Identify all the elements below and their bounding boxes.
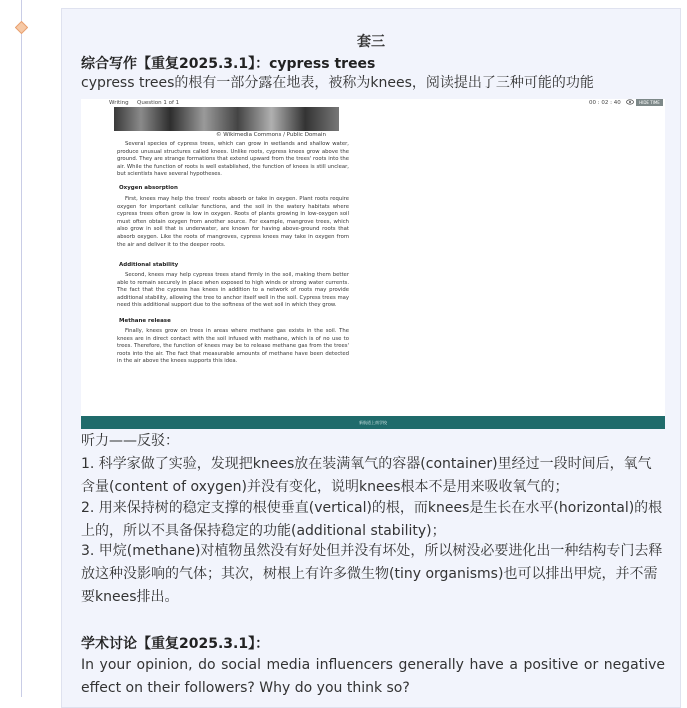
- writing-heading: 综合写作【重复2025.3.1】：cypress trees: [81, 56, 376, 72]
- set-title: 套三: [357, 34, 385, 50]
- listening-point-3: 3. 甲烷(methane)对植物虽然没有好处但并没有坏处，所以树没必要进化出一种结构专门去释放这种没影响的气体；其次，树根上有许多微生物(tiny organisms)也可以排出甲烷，并不需要knees排出。: [81, 543, 663, 605]
- timeline-line: [21, 0, 22, 697]
- embedded-timer: 00 : 02 : 40: [589, 100, 621, 106]
- listening-point-1: 1. 科学家做了实验，发现把knees放在装满氧气的容器(container)里经过一段时间后，氧气含量(content of oxygen)并没有变化，说明knees根本不是用来吸收氧气的；: [81, 456, 652, 495]
- reading-intro: Several species of cypress trees, which can grow in wetlands and shallow water, produce unusual structures called knees. Unlike roots, cypress knees grow above the ground. They are strange formations that extend upward from the trees' roots into the air. While the function of roots is well established, the function of knees is still unclear, but scientists have several hypotheses.: [117, 141, 349, 178]
- reading-para-oxygen: First, knees may help the trees' roots absorb or take in oxygen. Plant roots require oxygen for important cellular functions, and the soil in the watery habitats where cypress trees often grow is low in oxygen. Roots of plants growing in low-oxygen soil must often obtain oxygen from another source. For example, mangrove trees, which also grow in soil that is underwater, are known for having above-ground roots that absorb oxygen. Like the roots of mangroves, cypress knees may take in oxygen from the air and deliver it to the deeper roots.: [117, 196, 349, 248]
- cypress-photo: [114, 107, 339, 131]
- embedded-tab-writing: Writing: [109, 100, 129, 106]
- timeline-diamond-icon: [15, 21, 28, 34]
- embedded-tab-question: Question 1 of 1: [137, 100, 180, 106]
- reading-para-methane: Finally, knees grow on trees in areas where methane gas exists in the soil. The knees are in direct contact with the soil infused with methane, which is of no use to trees. Therefore, the function of knees may be to release methane gas from the trees' roots into the air. The fact that measurable amounts of methane have been detected in the air above the knees supports this idea.: [117, 328, 349, 365]
- reading-sub-methane: Methane release: [119, 318, 171, 324]
- academic-heading: 学术讨论【重复2025.3.1】：: [81, 636, 270, 652]
- listening-heading: 听力——反驳：: [81, 433, 179, 449]
- writing-intro: cypress trees的根有一部分露在地表，被称为knees，阅读提出了三种可能的功能: [81, 75, 594, 91]
- academic-question: In your opinion, do social media influencers generally have a positive or negative effect on their followers? Why do you think so?: [81, 657, 665, 696]
- reading-para-stability: Second, knees may help cypress trees stand firmly in the soil, making them better able to remain securely in place when exposed to high winds or strong water currents. The fact that the cypress has knees in addition to a network of roots may provide additional stability, allowing the tree to anchor itself well in the soil. Cypress trees may need this additional support due to the softness of the wet soil in which they grow.: [117, 272, 349, 309]
- hide-time-button: HIDE TIME: [636, 99, 663, 106]
- eye-icon: [626, 99, 634, 105]
- listening-point-2: 2. 用来保持树的稳定支撑的根使垂直(vertical)的根，而knees是生长在水平(horizontal)的根上的，所以不具备保持稳定的功能(additional stability)；: [81, 500, 663, 539]
- image-credit: © Wikimedia Commons / Public Domain: [216, 132, 327, 138]
- reading-sub-oxygen: Oxygen absorption: [119, 185, 178, 191]
- post-card: [61, 8, 681, 708]
- embedded-footer: 新航道上南学校: [81, 416, 665, 429]
- reading-sub-stability: Additional stability: [119, 262, 179, 268]
- embedded-test-screenshot: [81, 99, 665, 429]
